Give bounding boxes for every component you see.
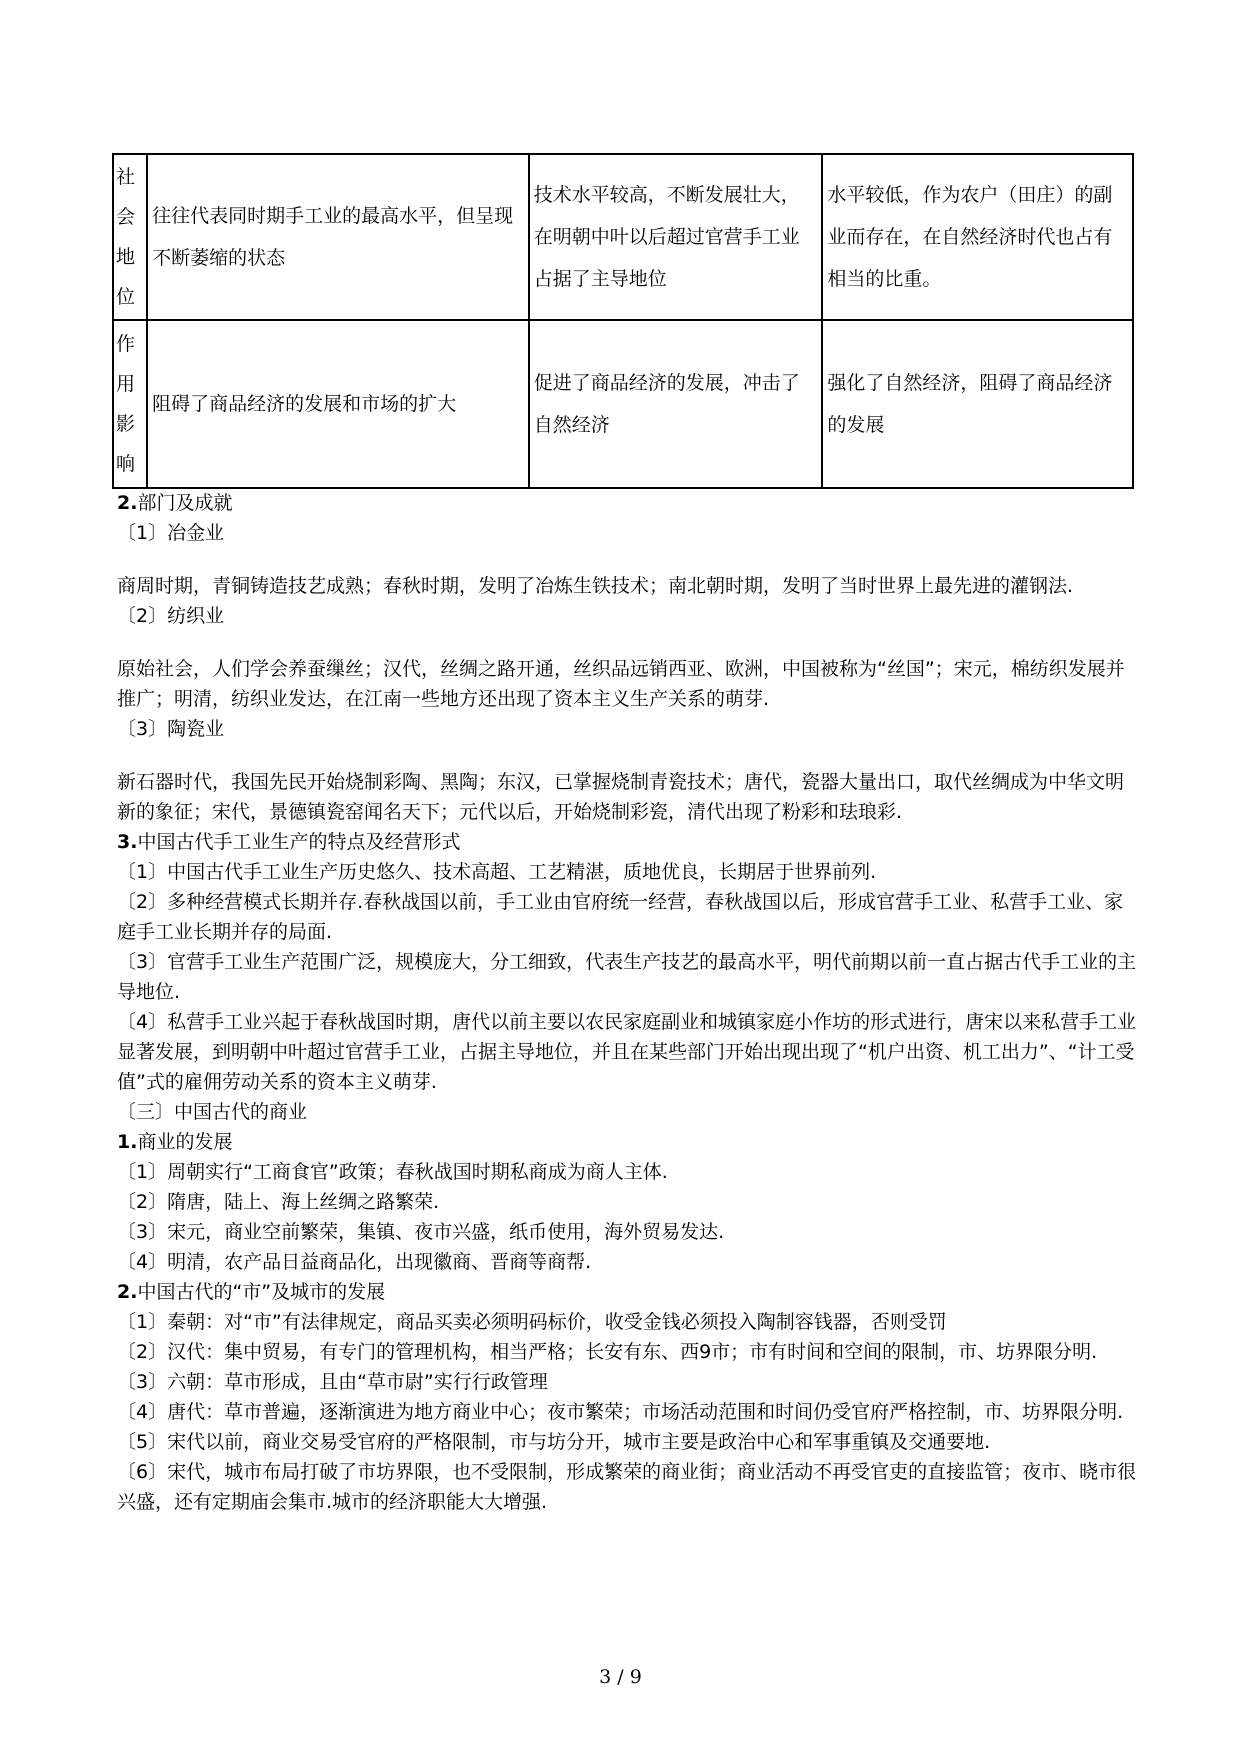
section-heading	[117, 488, 1137, 518]
list-item: 〔3〕官营手工业生产范围广泛，规模庞大，分工细致，代表生产技艺的最高水平，明代前期以前一直占据古代手工业的主导地位.	[117, 951, 1137, 1003]
list-item: 〔6〕宋代，城市布局打破了市坊界限，也不受限制，形成繁荣的商业街；商业活动不再受官吏的直接监管；夜市、晓市很兴盛，还有定期庙会集市.城市的经济职能大大增强.	[117, 1461, 1137, 1513]
section-heading	[117, 1277, 1137, 1307]
row-header-char: 地	[116, 246, 136, 268]
section-heading	[117, 1127, 1137, 1157]
list-item: 〔4〕唐代：草市普遍，逐渐演进为地方商业中心；夜市繁荣；市场活动范围和时间仍受官府严格控制，市、坊界限分明.	[117, 1401, 1124, 1423]
paragraph: 新石器时代，我国先民开始烧制彩陶、黑陶；东汉，已掌握烧制青瓷技术；唐代，瓷器大量出口，取代丝绸成为中华文明新的象征；宋代，景德镇瓷窑闻名天下；元代以后，开始烧制彩瓷，清代出现了粉彩和珐琅彩.	[117, 771, 1125, 823]
row-header-char: 位	[116, 286, 136, 308]
subsection-heading: 〔3〕陶瓷业	[117, 718, 225, 740]
list-item: 〔5〕宋代以前，商业交易受官府的严格限制，市与坊分开，城市主要是政治中心和军事重镇及交通要地.	[117, 1431, 991, 1453]
document-body	[117, 488, 1137, 1517]
table-row	[113, 320, 1133, 488]
subsection-heading: 〔1〕冶金业	[117, 522, 225, 544]
row-header-char: 会	[116, 206, 136, 228]
row-header-char: 影	[116, 413, 136, 435]
table-cell: 促进了商品经济的发展，冲击了自然经济	[529, 320, 823, 488]
paragraph: 商周时期，青铜铸造技艺成熟；春秋时期，发明了冶炼生铁技术；南北朝时期，发明了当时世界上最先进的灌钢法.	[117, 575, 1074, 597]
part-heading: 〔三〕中国古代的商业	[117, 1101, 308, 1123]
list-item: 〔2〕多种经营模式长期并存.春秋战国以前，手工业由官府统一经营，春秋战国以后，形成官营手工业、私营手工业、家庭手工业长期并存的局面.	[117, 891, 1124, 943]
list-item: 〔1〕秦朝：对“市”有法律规定，商品买卖必须明码标价，收受金钱必须投入陶制容钱器，否则受罚	[117, 1311, 947, 1333]
list-item: 〔3〕宋元，商业空前繁荣，集镇、夜市兴盛，纸币使用，海外贸易发达.	[117, 1221, 725, 1243]
page-number: 3 / 9	[599, 1666, 642, 1688]
table-cell: 技术水平较高，不断发展壮大，在明朝中叶以后超过官营手工业占据了主导地位	[529, 154, 823, 320]
section-number: 1.	[117, 1131, 138, 1153]
table-cell: 阻碍了商品经济的发展和市场的扩大	[147, 320, 529, 488]
list-item: 〔3〕六朝：草市形成，且由“草市尉”实行行政管理	[117, 1371, 548, 1393]
table-cell: 强化了自然经济，阻碍了商品经济的发展	[822, 320, 1133, 488]
list-item: 〔1〕中国古代手工业生产历史悠久、技术高超、工艺精湛，质地优良，长期居于世界前列.	[117, 861, 877, 883]
row-header-char: 作	[116, 333, 136, 355]
subsection-heading: 〔2〕纺织业	[117, 605, 225, 627]
list-item: 〔4〕私营手工业兴起于春秋战国时期，唐代以前主要以农民家庭副业和城镇家庭小作坊的形式进行，唐宋以来私营手工业显著发展，到明朝中叶超过官营手工业，占据主导地位，并且在某些部门开始出现出现了“机户出资、机工出力”、“计工受值”式的雇佣劳动关系的资本主义萌芽.	[117, 1011, 1137, 1093]
list-item: 〔1〕周朝实行“工商食官”政策；春秋战国时期私商成为商人主体.	[117, 1161, 668, 1183]
row-header-influence	[113, 320, 147, 488]
comparison-table	[112, 153, 1134, 489]
list-item: 〔2〕汉代：集中贸易，有专门的管理机构，相当严格；长安有东、西9市；市有时间和空间的限制，市、坊界限分明.	[117, 1341, 1098, 1363]
section-number: 2.	[117, 1281, 138, 1303]
table-cell: 水平较低，作为农户（田庄）的副业而存在，在自然经济时代也占有相当的比重。	[822, 154, 1133, 320]
section-title: 部门及成就	[137, 492, 233, 514]
row-header-char: 社	[116, 166, 136, 188]
table-cell: 往往代表同时期手工业的最高水平，但呈现不断萎缩的状态	[147, 154, 529, 320]
paragraph: 原始社会，人们学会养蚕缫丝；汉代，丝绸之路开通，丝织品远销西亚、欧洲，中国被称为“丝国”；宋元，棉纺织发展并推广；明清，纺织业发达，在江南一些地方还出现了资本主义生产关系的萌芽.	[117, 658, 1125, 710]
section-title: 商业的发展	[137, 1131, 233, 1153]
table-row	[113, 154, 1133, 320]
row-header-char: 响	[116, 453, 136, 475]
section-title: 中国古代手工业生产的特点及经营形式	[137, 831, 461, 853]
list-item: 〔2〕隋唐，陆上、海上丝绸之路繁荣.	[117, 1191, 440, 1213]
section-title: 中国古代的“市”及城市的发展	[137, 1281, 386, 1303]
section-heading	[117, 827, 1137, 857]
list-item: 〔4〕明清，农产品日益商品化，出现徽商、晋商等商帮.	[117, 1251, 592, 1273]
section-number: 3.	[117, 831, 138, 853]
row-header-social-status	[113, 154, 147, 320]
section-number: 2.	[117, 492, 138, 514]
row-header-char: 用	[116, 373, 136, 395]
